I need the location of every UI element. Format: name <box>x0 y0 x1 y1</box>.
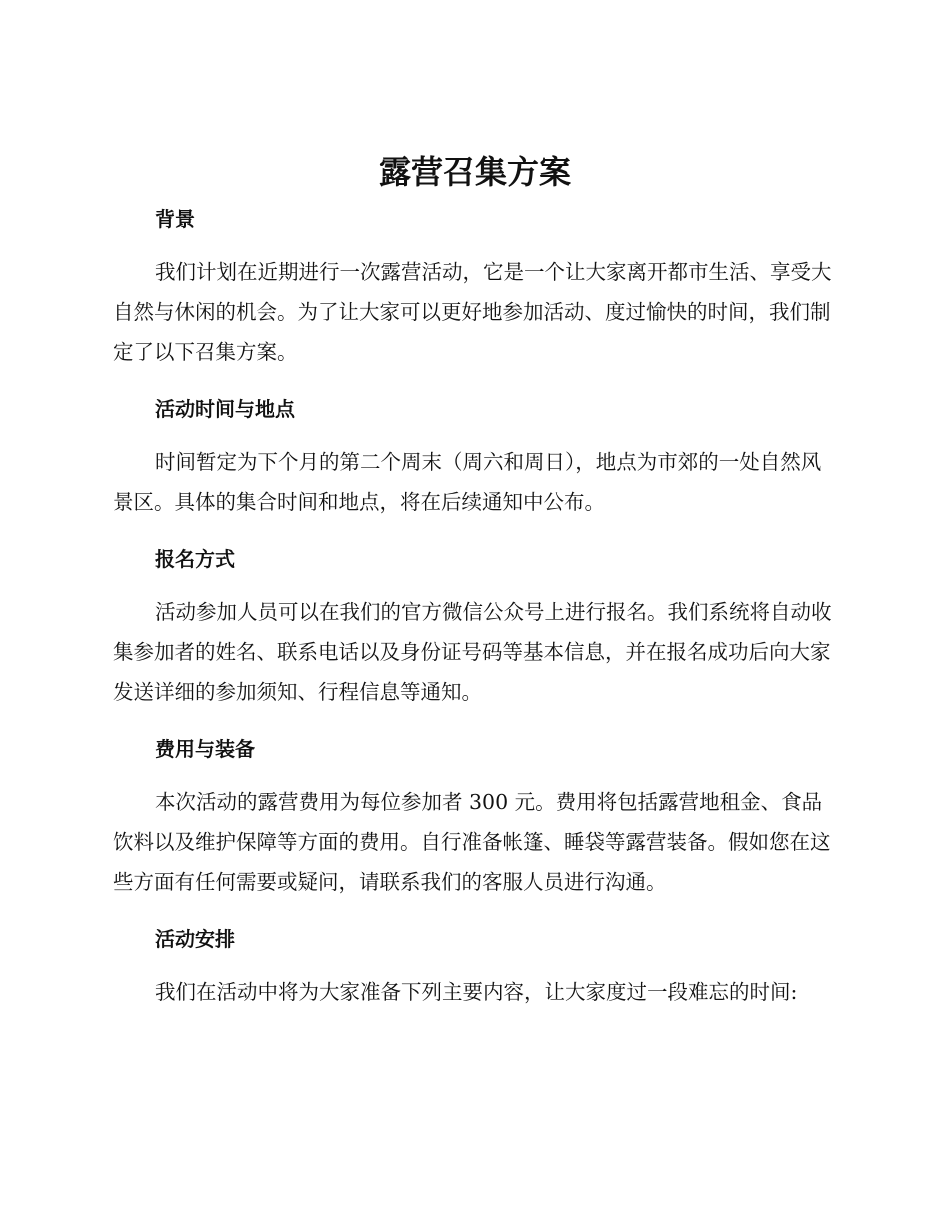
section-registration <box>113 544 835 712</box>
section-fees-equipment <box>113 734 835 902</box>
section-heading: 报名方式 <box>155 547 235 571</box>
section-paragraph: 本次活动的露营费用为每位参加者 300 元。费用将包括露营地租金、食品饮料以及维护保障等方面的费用。自行准备帐篷、睡袋等露营装备。假如您在这些方面有任何需要或疑问，请联系我们的客服人员进行沟通。 <box>113 790 831 894</box>
section-heading: 活动安排 <box>155 927 235 951</box>
document-title: 露营召集方案 <box>378 153 571 191</box>
section-paragraph: 活动参加人员可以在我们的官方微信公众号上进行报名。我们系统将自动收集参加者的姓名、联系电话以及身份证号码等基本信息，并在报名成功后向大家发送详细的参加须知、行程信息等通知。 <box>113 600 832 704</box>
section-heading: 背景 <box>155 207 195 231</box>
section-paragraph: 我们在活动中将为大家准备下列主要内容，让大家度过一段难忘的时间: <box>155 980 798 1004</box>
document-body <box>113 204 835 1034</box>
section-time-location <box>113 394 835 522</box>
section-schedule <box>113 924 835 1012</box>
section-heading: 费用与装备 <box>155 737 255 761</box>
section-heading: 活动时间与地点 <box>155 397 295 421</box>
section-background <box>113 204 835 372</box>
section-paragraph: 我们计划在近期进行一次露营活动，它是一个让大家离开都市生活、享受大自然与休闲的机会。为了让大家可以更好地参加活动、度过愉快的时间，我们制定了以下召集方案。 <box>113 260 832 364</box>
section-paragraph: 时间暂定为下个月的第二个周末（周六和周日），地点为市郊的一处自然风景区。具体的集合时间和地点，将在后续通知中公布。 <box>113 450 822 514</box>
